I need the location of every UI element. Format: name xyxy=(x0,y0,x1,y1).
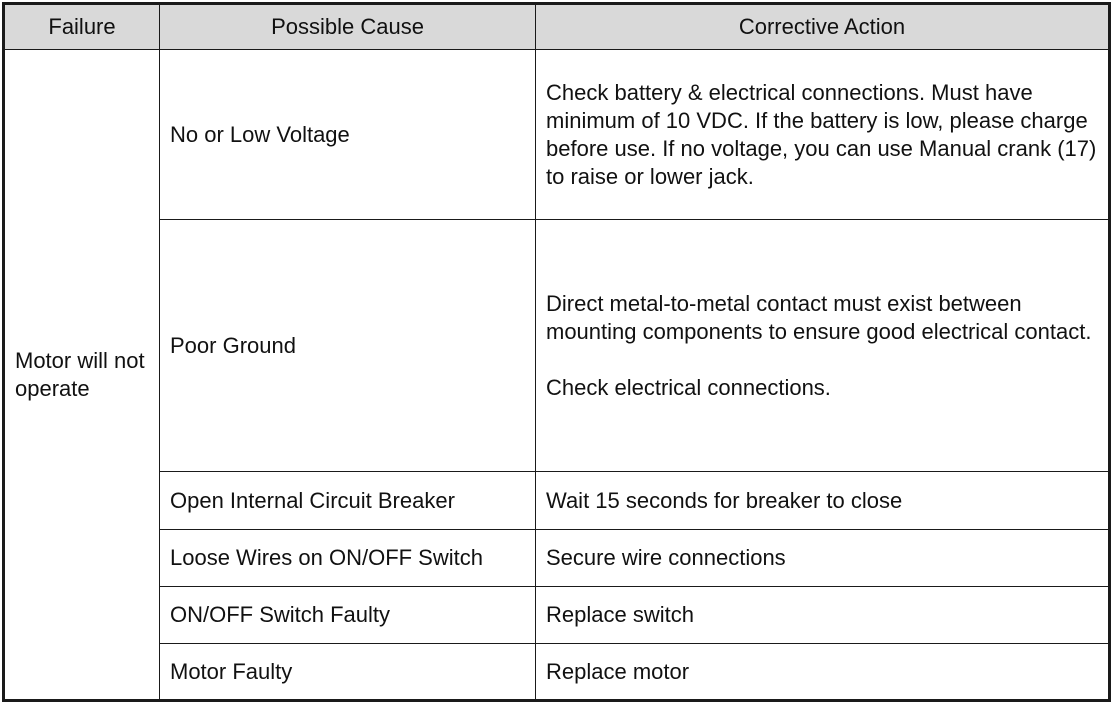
table-row xyxy=(4,587,1110,644)
table-row xyxy=(4,644,1110,701)
table-row xyxy=(4,472,1110,530)
action-paragraph: Check electrical connections. xyxy=(546,374,831,400)
header-corrective-action: Corrective Action xyxy=(536,4,1110,50)
table-row xyxy=(4,50,1110,220)
action-paragraph: Direct metal-to-metal contact must exist between mounting components to ensure good electrical contact. xyxy=(546,290,1092,344)
troubleshooting-table xyxy=(2,2,1111,702)
action-cell: Replace motor xyxy=(536,644,1110,701)
failure-cell: Motor will not operate xyxy=(4,50,160,701)
header-failure: Failure xyxy=(4,4,160,50)
table-row xyxy=(4,220,1110,472)
cause-cell: Open Internal Circuit Breaker xyxy=(160,472,536,530)
cause-cell: ON/OFF Switch Faulty xyxy=(160,587,536,644)
action-cell xyxy=(536,220,1110,472)
cause-cell: Loose Wires on ON/OFF Switch xyxy=(160,530,536,587)
cause-cell: Motor Faulty xyxy=(160,644,536,701)
action-cell: Secure wire connections xyxy=(536,530,1110,587)
header-possible-cause: Possible Cause xyxy=(160,4,536,50)
cause-cell: Poor Ground xyxy=(160,220,536,472)
action-cell: Wait 15 seconds for breaker to close xyxy=(536,472,1110,530)
action-cell: Replace switch xyxy=(536,587,1110,644)
action-cell: Check battery & electrical connections. Must have minimum of 10 VDC. If the battery is low, please charge before use. If no voltage, you can use Manual crank (17) to raise or lower jack. xyxy=(536,50,1110,220)
cause-cell: No or Low Voltage xyxy=(160,50,536,220)
table-row xyxy=(4,530,1110,587)
header-row xyxy=(4,4,1110,50)
